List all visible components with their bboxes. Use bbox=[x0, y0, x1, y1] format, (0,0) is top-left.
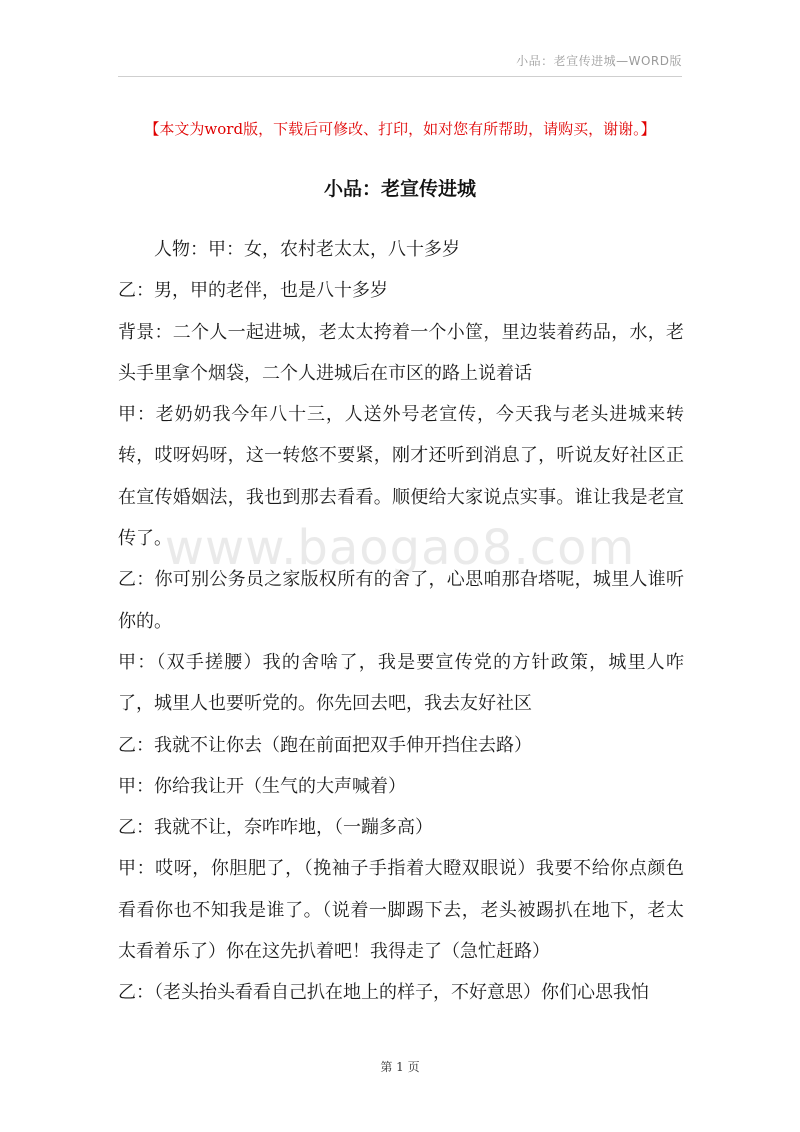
paragraph: 背景：二个人一起进城，老太太挎着一个小筐，里边装着药品，水，老头手里拿个烟袋，二个人进城后在市区的路上说着话 bbox=[118, 321, 684, 384]
watermark: www.baogao8.com bbox=[164, 520, 636, 576]
paragraph: 乙：我就不让你去（跑在前面把双手伸开挡住去路） bbox=[118, 734, 532, 756]
document-title: 小品：老宣传进城 bbox=[323, 178, 476, 200]
header-divider bbox=[118, 76, 682, 77]
paragraph: 乙：我就不让，奈咋咋地，（一蹦多高） bbox=[118, 817, 433, 839]
purchase-notice: 【本文为word版，下载后可修改、打印，如对您有所帮助，请购买，谢谢。】 bbox=[144, 120, 656, 138]
paragraph: 乙：（老头抬头看看自己扒在地上的样子，不好意思）你们心思我怕 bbox=[118, 982, 649, 1004]
page-number: 第 1 页 bbox=[380, 1060, 420, 1074]
paragraph: 甲：你给我让开（生气的大声喊着） bbox=[118, 775, 406, 797]
paragraph: 乙：男，甲的老伴，也是八十多岁 bbox=[118, 280, 388, 302]
page-header: 小品：老宣传进城—WORD版 bbox=[516, 54, 682, 68]
paragraph: 甲：（双手搓腰）我的舍啥了，我是要宣传党的方针政策，城里人咋了，城里人也要听党的。你先回去吧，我去友好社区 bbox=[118, 651, 684, 715]
paragraph: 人物：甲：女，农村老太太，八十多岁 bbox=[154, 239, 460, 260]
document-body bbox=[118, 229, 684, 1014]
paragraph: 甲：哎呀，你胆肥了，（挽袖子手指着大瞪双眼说）我要不给你点颜色看看你也不知我是谁了。（说着一脚踢下去，老头被踢扒在地下，老太太看着乐了）你在这先扒着吧！我得走了（急忙赶路） bbox=[118, 858, 684, 963]
paragraph: 乙：你可别公务员之家版权所有的舍了，心思咱那旮塔呢，城里人谁听你的。 bbox=[118, 569, 684, 632]
paragraph: 甲：老奶奶我今年八十三，人送外号老宣传，今天我与老头进城来转转，哎呀妈呀，这一转悠不要紧，刚才还听到消息了，听说友好社区正在宣传婚姻法，我也到那去看看。顺便给大家说点实事。谁让我是老宣传了。 bbox=[118, 404, 684, 550]
